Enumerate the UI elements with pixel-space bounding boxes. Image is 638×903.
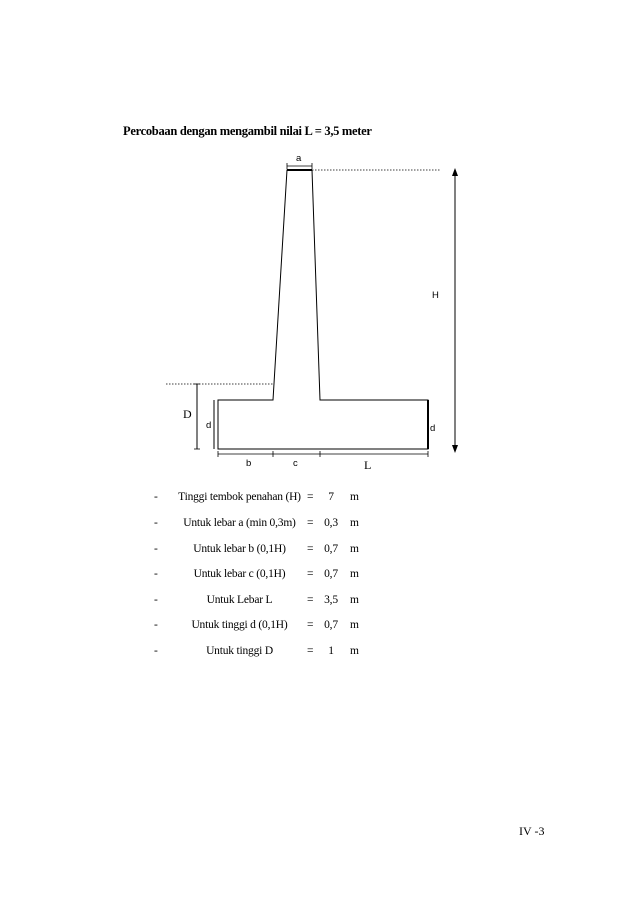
- label-D: D: [183, 407, 192, 421]
- parameter-value: 0,7: [324, 543, 338, 555]
- parameter-unit: m: [350, 517, 359, 529]
- parameter-description: Untuk tinggi D: [206, 645, 273, 657]
- label-d-left: d: [206, 420, 212, 431]
- label-b: b: [246, 458, 252, 469]
- bullet-dash: -: [154, 594, 158, 606]
- equals-sign: =: [307, 517, 314, 529]
- equals-sign: =: [307, 491, 314, 503]
- parameter-value: 1: [328, 645, 334, 657]
- parameter-row: [0, 543, 638, 559]
- section-heading: Percobaan dengan mengambil nilai L = 3,5 meter: [123, 124, 372, 138]
- parameter-unit: m: [350, 619, 359, 631]
- parameter-description: Untuk Lebar L: [206, 594, 273, 606]
- label-a: a: [296, 153, 302, 164]
- parameter-unit: m: [350, 543, 359, 555]
- label-c: c: [293, 458, 298, 469]
- parameter-description: Untuk lebar a (min 0,3m): [183, 517, 296, 529]
- wall-outline: [218, 170, 428, 449]
- parameter-description: Untuk tinggi d (0,1H): [191, 619, 288, 631]
- parameter-unit: m: [350, 594, 359, 606]
- dim-H-arrow-bottom: [452, 445, 458, 453]
- parameter-value: 3,5: [324, 594, 338, 606]
- parameter-unit: m: [350, 645, 359, 657]
- parameter-description: Untuk lebar b (0,1H): [193, 543, 286, 555]
- equals-sign: =: [307, 619, 314, 631]
- parameter-row: [0, 594, 638, 610]
- parameter-description: Untuk lebar c (0,1H): [193, 568, 286, 580]
- parameter-row: [0, 568, 638, 584]
- parameter-value: 0,3: [324, 517, 338, 529]
- bullet-dash: -: [154, 645, 158, 657]
- parameter-value: 0,7: [324, 619, 338, 631]
- parameter-row: [0, 517, 638, 533]
- parameter-row: [0, 619, 638, 635]
- label-L: L: [364, 458, 372, 472]
- equals-sign: =: [307, 543, 314, 555]
- equals-sign: =: [307, 594, 314, 606]
- parameter-row: [0, 645, 638, 661]
- label-d-right: d: [430, 423, 436, 434]
- page-number: IV -3: [519, 824, 545, 838]
- parameter-row: [0, 491, 638, 507]
- parameter-unit: m: [350, 568, 359, 580]
- parameter-unit: m: [350, 491, 359, 503]
- parameter-value: 7: [328, 491, 334, 503]
- parameter-description: Tinggi tembok penahan (H): [178, 491, 301, 503]
- bullet-dash: -: [154, 619, 158, 631]
- equals-sign: =: [307, 645, 314, 657]
- bullet-dash: -: [154, 517, 158, 529]
- label-H: H: [432, 290, 439, 301]
- bullet-dash: -: [154, 568, 158, 580]
- equals-sign: =: [307, 568, 314, 580]
- bullet-dash: -: [154, 491, 158, 503]
- bullet-dash: -: [154, 543, 158, 555]
- dim-H-arrow-top: [452, 168, 458, 176]
- parameter-value: 0,7: [324, 568, 338, 580]
